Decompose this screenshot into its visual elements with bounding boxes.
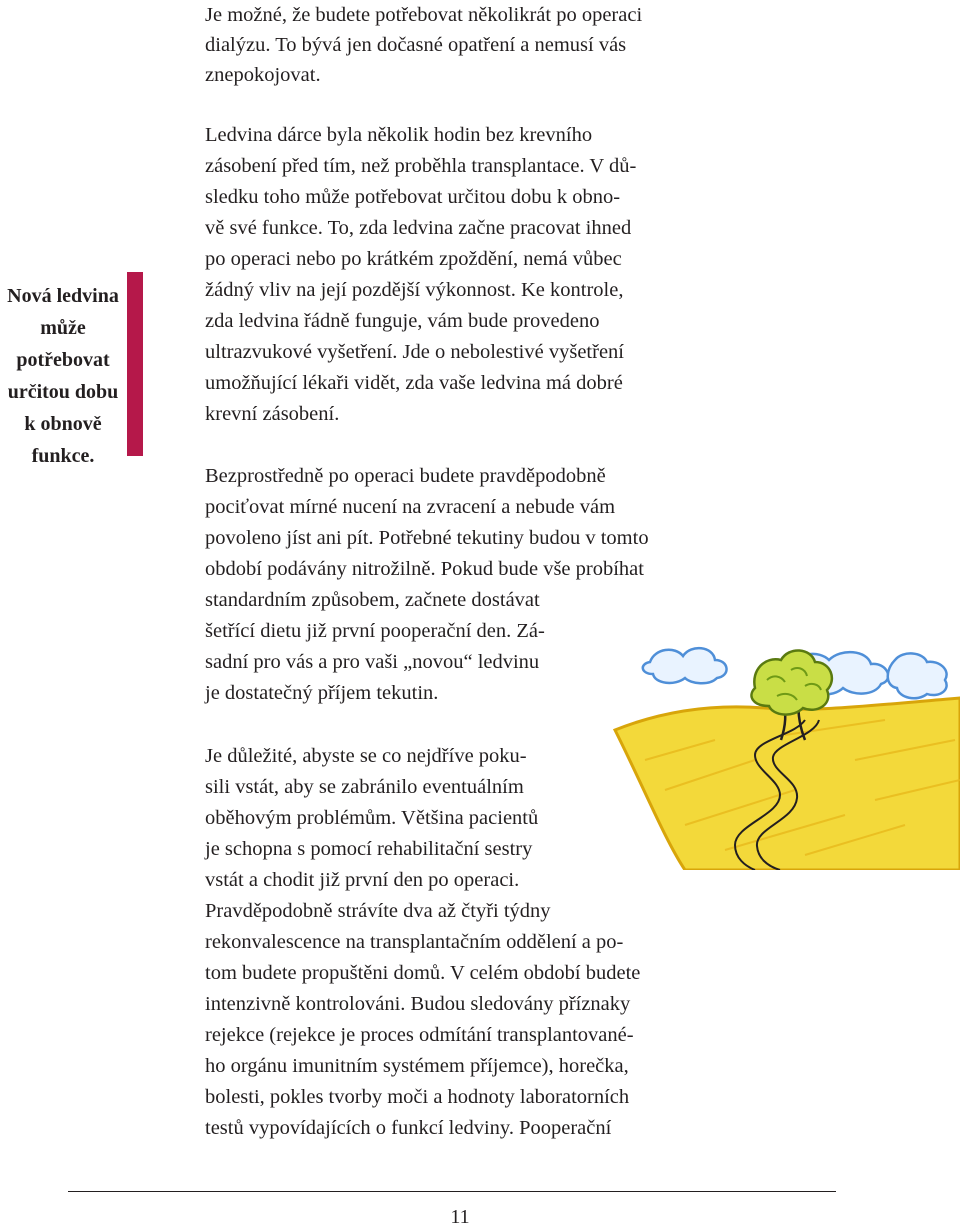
body-text-line: Je důležité, abyste se co nejdříve poku- — [205, 745, 527, 767]
accent-bar — [127, 272, 143, 456]
body-text-line: znepokojovat. — [205, 64, 321, 86]
body-text-line: žádný vliv na její pozdější výkonnost. Ke kontrole, — [205, 279, 624, 301]
body-text-line: vstát a chodit již první den po operaci. — [205, 869, 520, 891]
sidebar-note-line: funkce. — [31, 445, 95, 467]
body-text-line: umožňující lékaři vidět, zda vaše ledvina má dobré — [205, 372, 623, 394]
sidebar-note-line: potřebovat — [16, 349, 110, 371]
body-text-line: oběhovým problémům. Většina pacientů — [205, 807, 539, 829]
footer-rule — [68, 1191, 836, 1192]
sidebar-note-line: Nová ledvina — [7, 285, 119, 307]
body-text-line: je dostatečný příjem tekutin. — [205, 682, 439, 704]
body-text-line: ultrazvukové vyšetření. Jde o nebolestivé vyšetření — [205, 341, 624, 363]
body-text-line: období podávány nitrožilně. Pokud bude vše probíhat — [205, 558, 644, 580]
sidebar-note — [0, 280, 126, 472]
body-text-line: krevní zásobení. — [205, 403, 340, 425]
body-text-line: zásobení před tím, než proběhla transplantace. V dů- — [205, 155, 637, 177]
sidebar-note-line: může — [40, 317, 86, 339]
body-text-line: Pravděpodobně strávíte dva až čtyři týdny — [205, 900, 551, 922]
body-text-line: šetřící dietu již první pooperační den. Zá- — [205, 620, 545, 642]
body-text-line: zda ledvina řádně funguje, vám bude provedeno — [205, 310, 600, 332]
body-text-line: tom budete propuštěni domů. V celém období budete — [205, 962, 641, 984]
body-text-line: rejekce (rejekce je proces odmítání transplantované- — [205, 1024, 634, 1046]
body-text-line: pociťovat mírné nucení na zvracení a nebude vám — [205, 496, 616, 518]
body-text-line: intenzivně kontrolováni. Budou sledovány příznaky — [205, 993, 631, 1015]
body-text-line: vě své funkce. To, zda ledvina začne pracovat ihned — [205, 217, 632, 239]
body-text-line: bolesti, pokles tvorby moči a hodnoty laboratorních — [205, 1086, 630, 1108]
page-number: 11 — [450, 1206, 470, 1228]
landscape-tree-path-icon — [605, 640, 960, 870]
body-text-line: standardním způsobem, začnete dostávat — [205, 589, 540, 611]
body-text-line: je schopna s pomocí rehabilitační sestry — [205, 838, 533, 860]
body-text-line: rekonvalescence na transplantačním oddělení a po- — [205, 931, 624, 953]
body-text-line: sadní pro vás a pro vaši „novou“ ledvinu — [205, 651, 540, 673]
body-text-line: Bezprostředně po operaci budete pravděpodobně — [205, 465, 606, 487]
body-text-line: sili vstát, aby se zabránilo eventuálním — [205, 776, 524, 798]
body-text-line: sledku toho může potřebovat určitou dobu k obno- — [205, 186, 621, 208]
sidebar-note-line: k obnově — [24, 413, 102, 435]
body-text-line: povoleno jíst ani pít. Potřebné tekutiny budou v tomto — [205, 527, 649, 549]
body-text-line: dialýzu. To bývá jen dočasné opatření a nemusí vás — [205, 34, 627, 56]
body-text-line: Je možné, že budete potřebovat několikrát po operaci — [205, 4, 643, 26]
body-text-line: testů vypovídajících o funkcí ledviny. Pooperační — [205, 1117, 612, 1139]
sidebar-note-line: určitou dobu — [7, 381, 119, 403]
body-text-line: ho orgánu imunitním systémem příjemce), horečka, — [205, 1055, 629, 1077]
body-text-line: Ledvina dárce byla několik hodin bez krevního — [205, 124, 593, 146]
body-text-line: po operaci nebo po krátkém zpoždění, nemá vůbec — [205, 248, 622, 270]
